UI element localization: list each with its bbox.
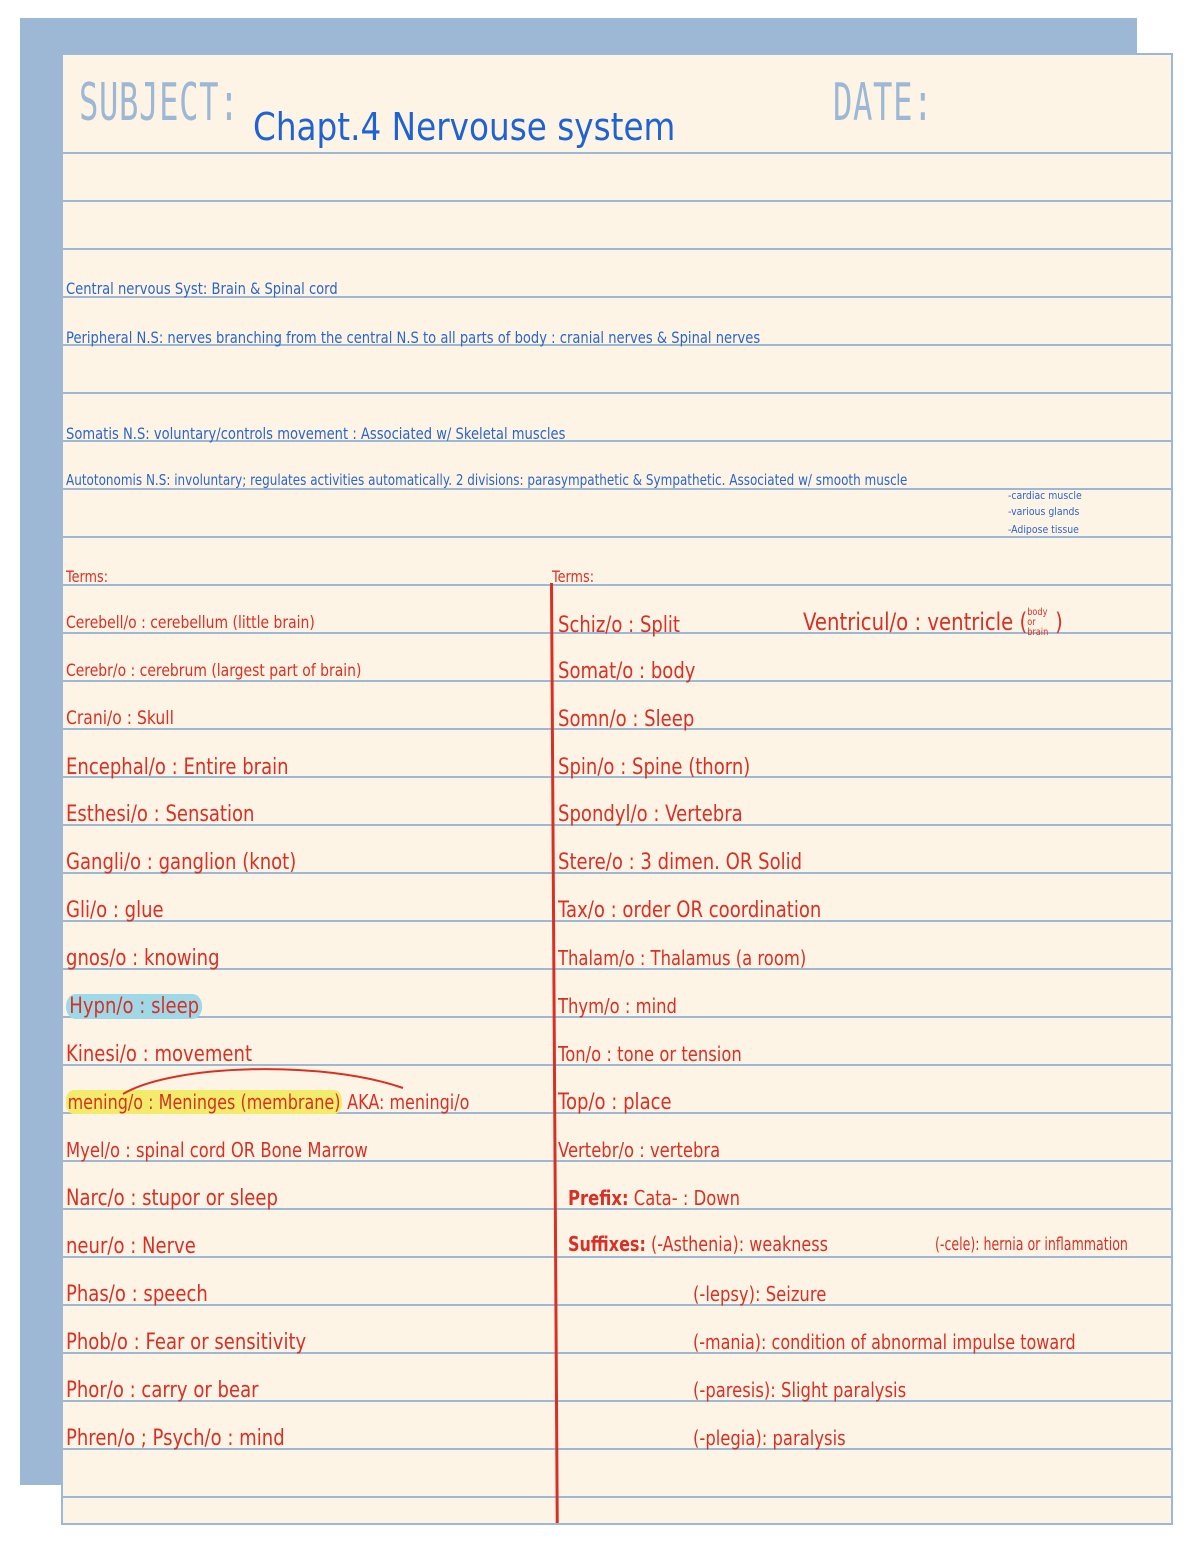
prefix-text: Cata- : Down	[633, 1186, 741, 1210]
term-item: Gli/o : glue	[66, 898, 164, 923]
autonomic-subnote: -Adipose tissue	[1008, 523, 1079, 536]
prefix-line	[568, 1186, 740, 1210]
annotation-arrow	[113, 1058, 413, 1098]
term-item	[66, 994, 202, 1019]
term-item: Vertebr/o : vertebra	[558, 1138, 721, 1162]
somatic-note: Somatis N.S: voluntary/controls movement : Associated w/ Skeletal muscles	[66, 424, 566, 443]
ruled-line	[63, 1256, 1171, 1258]
term-item: Encephal/o : Entire brain	[66, 755, 289, 780]
term-item: Cerebell/o : cerebellum (little brain)	[66, 613, 315, 633]
terms-heading-right: Terms:	[552, 567, 595, 586]
ruled-line	[63, 536, 1171, 538]
notebook-page	[61, 53, 1173, 1525]
term-item: Spondyl/o : Vertebra	[558, 802, 743, 827]
ventricle-note: body or brain	[1027, 607, 1049, 638]
term-item: Phren/o ; Psych/o : mind	[66, 1426, 285, 1451]
suffix-line	[568, 1232, 828, 1256]
date-label: DATE:	[833, 73, 934, 133]
ventricle-text: Ventricul/o : ventricle (	[803, 608, 1028, 636]
ruled-line	[63, 152, 1171, 154]
term-item: Phob/o : Fear or sensitivity	[66, 1330, 307, 1355]
highlighted-term: Hypn/o : sleep	[66, 994, 202, 1019]
page-title: Chapt.4 Nervouse system	[253, 105, 676, 149]
terms-heading-left: Terms:	[66, 567, 109, 586]
suffix-item: (-mania): condition of abnormal impulse toward	[693, 1330, 1076, 1354]
autonomic-note: Autotonomis N.S: involuntary; regulates activities automatically. 2 divisions: parasympathetic & Sympathetic. Associated w/ smooth muscle	[66, 471, 908, 489]
aka-note: AKA: meningi/o	[347, 1090, 470, 1114]
ventricle-close: )	[1055, 608, 1063, 636]
term-item: Top/o : place	[558, 1090, 672, 1115]
ruled-line	[63, 1304, 1171, 1306]
pns-note: Peripheral N.S: nerves branching from the central N.S to all parts of body : cranial nerves & Spinal nerves	[66, 328, 761, 347]
term-item: Phas/o : speech	[66, 1282, 208, 1307]
term-item: Kinesi/o : movement	[66, 1042, 253, 1067]
term-item: Esthesi/o : Sensation	[66, 802, 255, 827]
subject-label: SUBJECT:	[79, 73, 240, 133]
ruled-line	[63, 392, 1171, 394]
ventricle-term	[803, 608, 1063, 638]
term-item: Tax/o : order OR coordination	[558, 898, 822, 923]
suffix-item: (-paresis): Slight paralysis	[693, 1378, 907, 1402]
term-item: Schiz/o : Split	[558, 613, 680, 638]
term-item: Phor/o : carry or bear	[66, 1378, 259, 1403]
term-item: Ton/o : tone or tension	[558, 1042, 742, 1066]
term-item: gnos/o : knowing	[66, 946, 220, 971]
autonomic-subnote: -various glands	[1008, 505, 1080, 518]
ruled-line	[63, 200, 1171, 202]
term-item: Thym/o : mind	[558, 994, 677, 1018]
cns-note: Central nervous Syst: Brain & Spinal cord	[66, 279, 338, 298]
suffix-item: (-cele): hernia or inflammation	[935, 1234, 1128, 1255]
ruled-line	[63, 584, 1171, 586]
suffix-item: (-plegia): paralysis	[693, 1426, 846, 1450]
term-item: Narc/o : stupor or sleep	[66, 1186, 278, 1211]
ruled-line	[63, 248, 1171, 250]
term-item: neur/o : Nerve	[66, 1234, 196, 1259]
suffixes-label: Suffixes:	[568, 1232, 646, 1256]
autonomic-subnote: -cardiac muscle	[1008, 489, 1082, 502]
ruled-line	[63, 1496, 1171, 1498]
term-item: Cerebr/o : cerebrum (largest part of brain)	[66, 661, 362, 681]
highlighted-term: mening/o : Meninges (membrane)	[67, 1090, 341, 1114]
term-item: Somn/o : Sleep	[558, 707, 695, 732]
term-item: Somat/o : body	[558, 659, 696, 684]
term-item: Stere/o : 3 dimen. OR Solid	[558, 850, 803, 875]
prefix-label: Prefix:	[568, 1186, 629, 1210]
term-item: Gangli/o : ganglion (knot)	[66, 850, 297, 875]
term-item: Crani/o : Skull	[66, 707, 174, 729]
term-item: Thalam/o : Thalamus (a room)	[558, 946, 807, 970]
suffix-item: (-Asthenia): weakness	[650, 1232, 828, 1256]
term-item: Spin/o : Spine (thorn)	[558, 755, 751, 780]
term-item: Myel/o : spinal cord OR Bone Marrow	[66, 1138, 368, 1162]
suffix-item: (-lepsy): Seizure	[693, 1282, 827, 1306]
